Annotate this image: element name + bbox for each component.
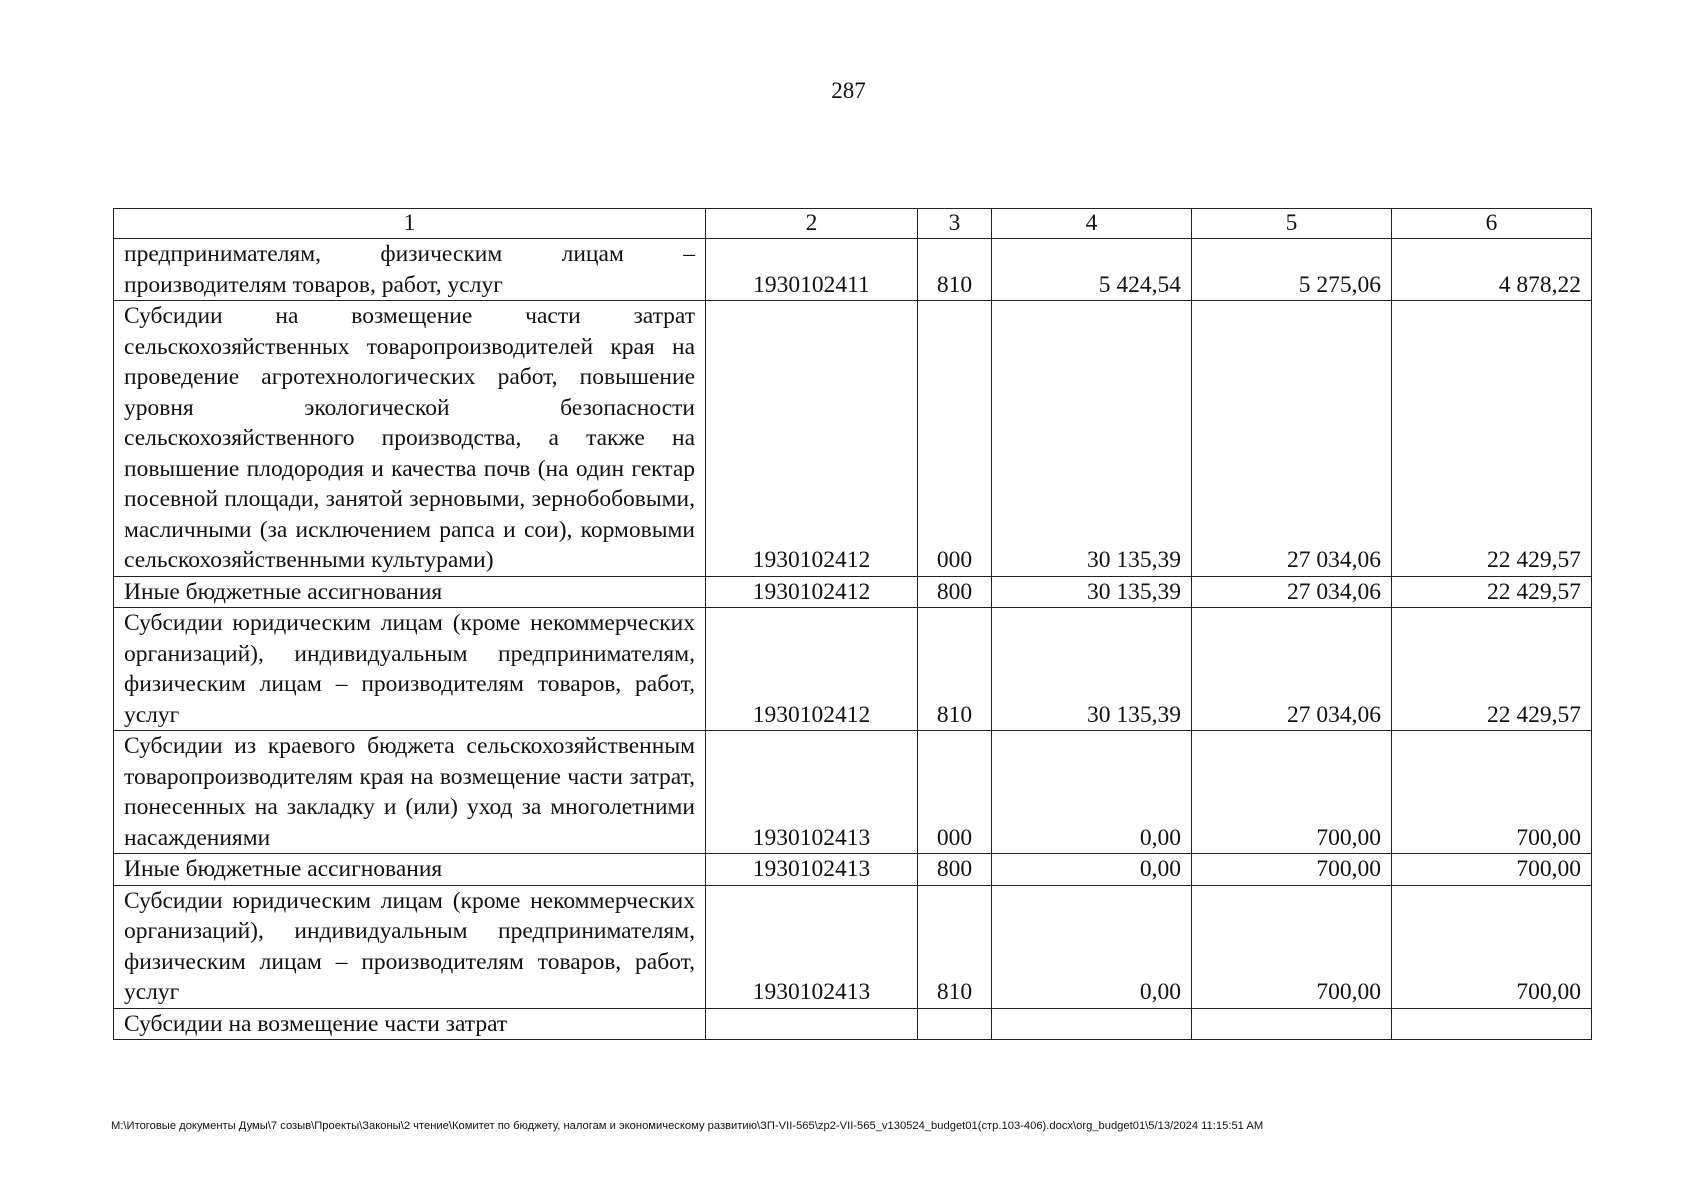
expense-type-code: 810	[918, 239, 992, 301]
expense-type-code: 800	[918, 854, 992, 886]
table-row	[114, 1008, 1592, 1040]
table-header-row	[114, 209, 1592, 239]
row-description: Субсидии юридическим лицам (кроме некоммерческих организаций), индивидуальным предпринимателям, физическим лицам – производителям товаров, работ, услуг	[114, 608, 706, 731]
target-article-code: 1930102412	[706, 608, 918, 731]
expense-type-code: 000	[918, 731, 992, 854]
column-header: 5	[1192, 209, 1392, 239]
amount-col-5: 700,00	[1192, 854, 1392, 886]
amount-col-6: 22 429,57	[1392, 576, 1592, 608]
amount-col-5: 27 034,06	[1192, 301, 1392, 577]
amount-col-4: 0,00	[992, 854, 1192, 886]
target-article-code: 1930102411	[706, 239, 918, 301]
page-number: 287	[831, 78, 866, 103]
amount-col-5: 5 275,06	[1192, 239, 1392, 301]
row-description: Субсидии из краевого бюджета сельскохозяйственным товаропроизводителям края на возмещение части затрат, понесенных на закладку и (или) уход за многолетними насаждениями	[114, 731, 706, 854]
expense-type-code	[918, 1008, 992, 1040]
column-header: 2	[706, 209, 918, 239]
amount-col-4: 30 135,39	[992, 301, 1192, 577]
amount-col-5: 700,00	[1192, 885, 1392, 1008]
target-article-code: 1930102413	[706, 731, 918, 854]
row-description: Субсидии юридическим лицам (кроме некоммерческих организаций), индивидуальным предпринимателям, физическим лицам – производителям товаров, работ, услуг	[114, 885, 706, 1008]
column-header: 6	[1392, 209, 1592, 239]
row-description: предпринимателям, физическим лицам – производителям товаров, работ, услуг	[114, 239, 706, 301]
target-article-code: 1930102413	[706, 854, 918, 886]
target-article-code: 1930102413	[706, 885, 918, 1008]
table-row	[114, 854, 1592, 886]
table-row	[114, 885, 1592, 1008]
expense-type-code: 800	[918, 576, 992, 608]
amount-col-4: 30 135,39	[992, 608, 1192, 731]
amount-col-4: 0,00	[992, 731, 1192, 854]
amount-col-5: 700,00	[1192, 731, 1392, 854]
column-header: 1	[114, 209, 706, 239]
amount-col-6: 22 429,57	[1392, 608, 1592, 731]
document-file-path: M:\Итоговые документы Думы\7 созыв\Проекты\Законы\2 чтение\Комитет по бюджету, налогам и экономическому развитию\ЗП-VII-565\zp2-VII-565_v130524_budget01(стр.103-406).docx\org_budget01\5/13/2024 11:15:51 AM	[111, 1120, 1264, 1132]
expense-type-code: 000	[918, 301, 992, 577]
row-description: Иные бюджетные ассигнования	[114, 576, 706, 608]
table-row	[114, 239, 1592, 301]
amount-col-4: 0,00	[992, 885, 1192, 1008]
amount-col-4	[992, 1008, 1192, 1040]
amount-col-5: 27 034,06	[1192, 576, 1392, 608]
table-row	[114, 731, 1592, 854]
amount-col-6	[1392, 1008, 1592, 1040]
column-header: 4	[992, 209, 1192, 239]
expense-type-code: 810	[918, 608, 992, 731]
row-description: Иные бюджетные ассигнования	[114, 854, 706, 886]
amount-col-5: 27 034,06	[1192, 608, 1392, 731]
amount-col-4: 5 424,54	[992, 239, 1192, 301]
row-description: Субсидии на возмещение части затрат	[114, 1008, 706, 1040]
amount-col-5	[1192, 1008, 1392, 1040]
target-article-code	[706, 1008, 918, 1040]
row-description: Субсидии на возмещение части затрат сельскохозяйственных товаропроизводителей края на проведение агротехнологических работ, повышение уровня экологической безопасности сельскохозяйственного производства, а также на повышение плодородия и качества почв (на один гектар посевной площади, занятой зерновыми, зернобобовыми, масличными (за исключением рапса и сои), кормовыми сельскохозяйственными культурами)	[114, 301, 706, 577]
amount-col-6: 4 878,22	[1392, 239, 1592, 301]
table-row	[114, 576, 1592, 608]
amount-col-6: 700,00	[1392, 854, 1592, 886]
amount-col-6: 700,00	[1392, 731, 1592, 854]
expense-type-code: 810	[918, 885, 992, 1008]
table-row	[114, 301, 1592, 577]
table-row	[114, 608, 1592, 731]
budget-table	[113, 208, 1592, 1040]
amount-col-4: 30 135,39	[992, 576, 1192, 608]
amount-col-6: 22 429,57	[1392, 301, 1592, 577]
amount-col-6: 700,00	[1392, 885, 1592, 1008]
target-article-code: 1930102412	[706, 301, 918, 577]
target-article-code: 1930102412	[706, 576, 918, 608]
column-header: 3	[918, 209, 992, 239]
